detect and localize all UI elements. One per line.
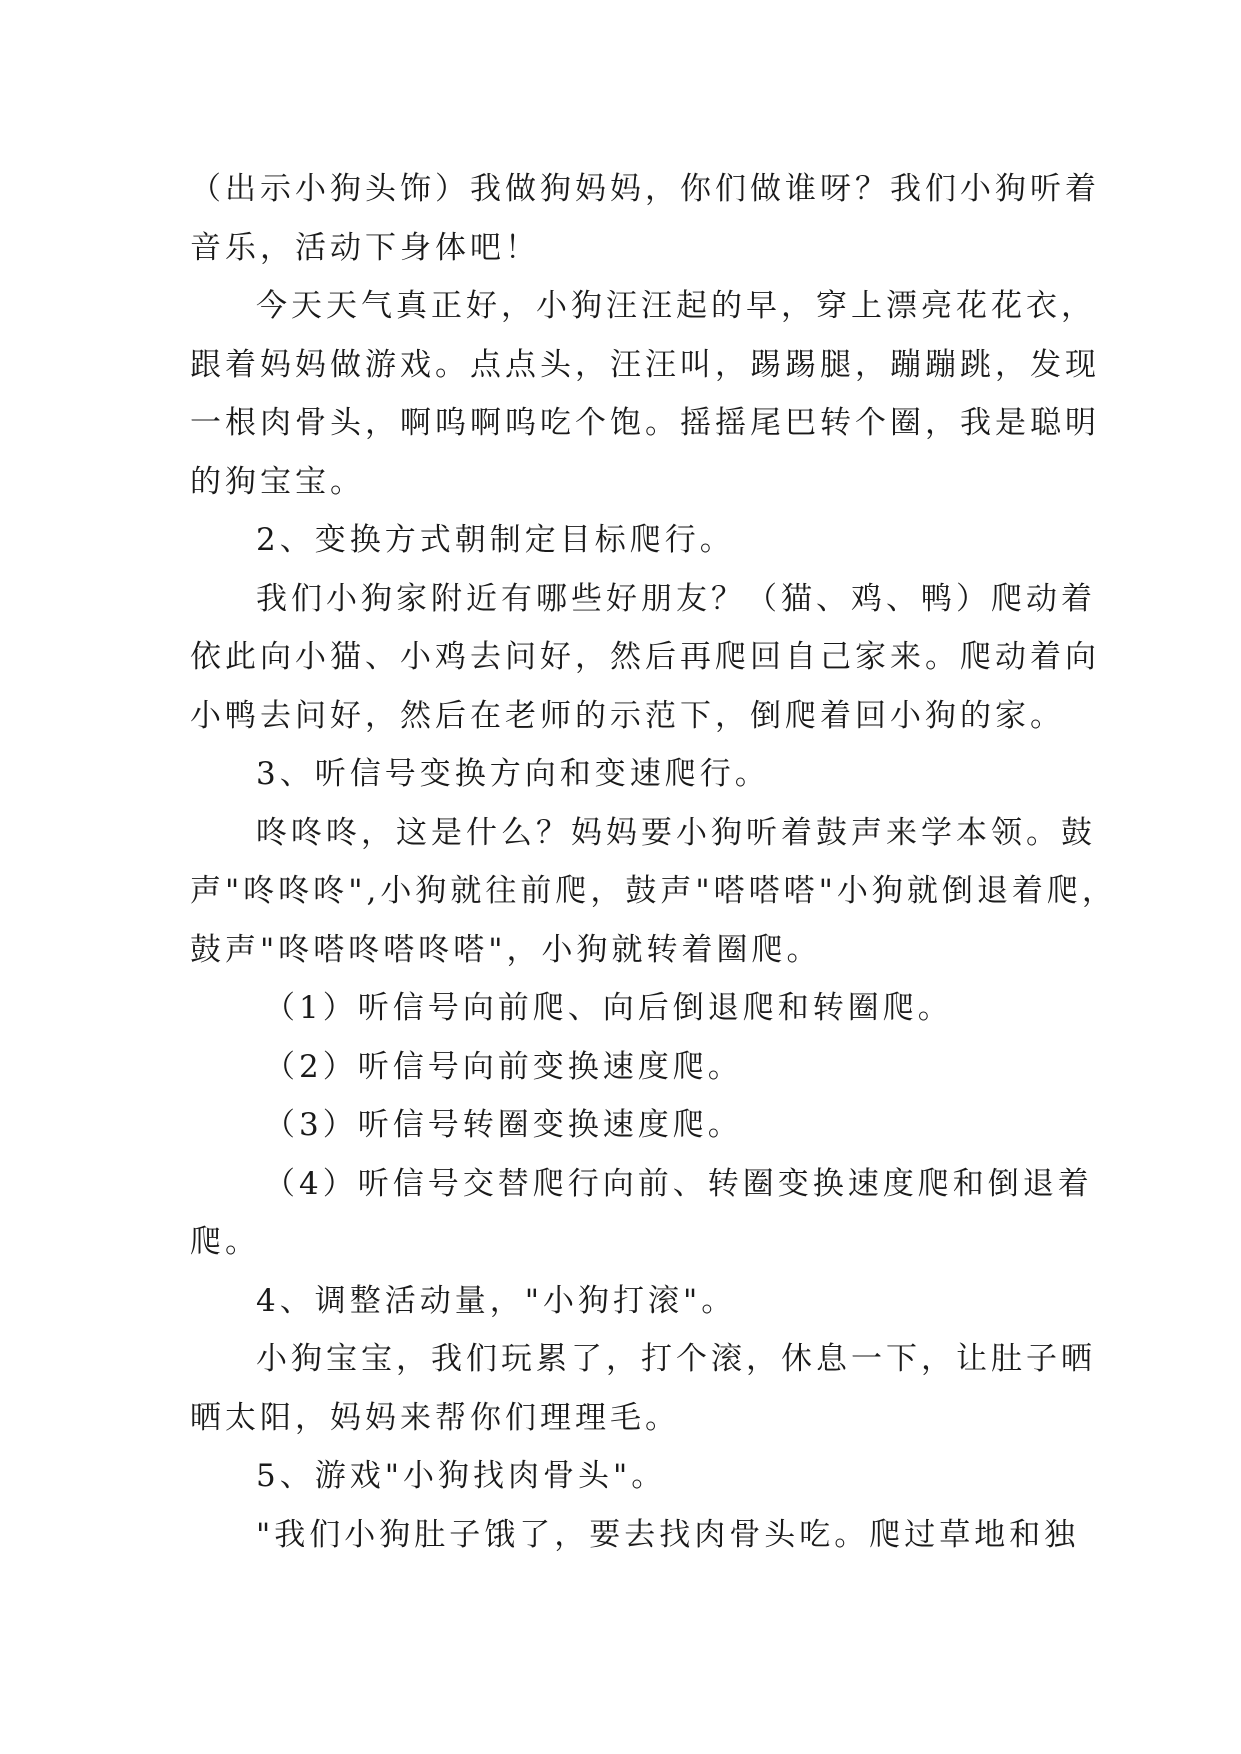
body-text bbox=[190, 160, 1117, 1564]
section-heading: 3、听信号变换方向和变速爬行。 bbox=[256, 756, 770, 792]
text-line: （出示小狗头饰）我做狗妈妈，你们做谁呀？我们小狗听着 bbox=[190, 171, 1100, 207]
text-line: 小鸭去问好，然后在老师的示范下，倒爬着回小狗的家。 bbox=[190, 697, 1065, 734]
sub-item: （4）听信号交替爬行向前、转圈变换速度爬和倒退着 bbox=[264, 1165, 1093, 1202]
text-line: 我们小狗家附近有哪些好朋友？（猫、鸡、鸭）爬动着 bbox=[256, 580, 1096, 617]
text-line: 声"咚咚咚",小狗就往前爬，鼓声"嗒嗒嗒"小狗就倒退着爬， bbox=[190, 873, 1117, 909]
text-line: "我们小狗肚子饿了，要去找肉骨头吃。爬过草地和独 bbox=[256, 1516, 1080, 1553]
text-line: 跟着妈妈做游戏。点点头，汪汪叫，踢踢腿，蹦蹦跳，发现 bbox=[190, 346, 1100, 383]
text-line: 小狗宝宝，我们玩累了，打个滚，休息一下，让肚子晒 bbox=[256, 1341, 1096, 1377]
sub-item: （1）听信号向前爬、向后倒退爬和转圈爬。 bbox=[264, 990, 953, 1026]
text-line: 咚咚咚，这是什么？妈妈要小狗听着鼓声来学本领。鼓 bbox=[256, 814, 1096, 851]
text-line: 晒太阳，妈妈来帮你们理理毛。 bbox=[190, 1399, 680, 1436]
text-line: 的狗宝宝。 bbox=[190, 463, 365, 500]
text-line: 爬。 bbox=[190, 1224, 260, 1260]
text-line: 音乐，活动下身体吧！ bbox=[190, 229, 540, 266]
text-line: 一根肉骨头，啊呜啊呜吃个饱。摇摇尾巴转个圈，我是聪明 bbox=[190, 405, 1100, 441]
text-line: 依此向小猫、小鸡去问好，然后再爬回自己家来。爬动着向 bbox=[190, 639, 1100, 675]
section-heading: 4、调整活动量，"小狗打滚"。 bbox=[256, 1282, 737, 1319]
sub-item: （2）听信号向前变换速度爬。 bbox=[264, 1048, 743, 1085]
sub-item: （3）听信号转圈变换速度爬。 bbox=[264, 1107, 743, 1143]
section-heading: 5、游戏"小狗找肉骨头"。 bbox=[256, 1458, 667, 1494]
section-heading: 2、变换方式朝制定目标爬行。 bbox=[256, 522, 735, 558]
text-line: 鼓声"咚嗒咚嗒咚嗒"，小狗就转着圈爬。 bbox=[190, 931, 822, 968]
text-line: 今天天气真正好，小狗汪汪起的早，穿上漂亮花花衣， bbox=[256, 288, 1096, 324]
